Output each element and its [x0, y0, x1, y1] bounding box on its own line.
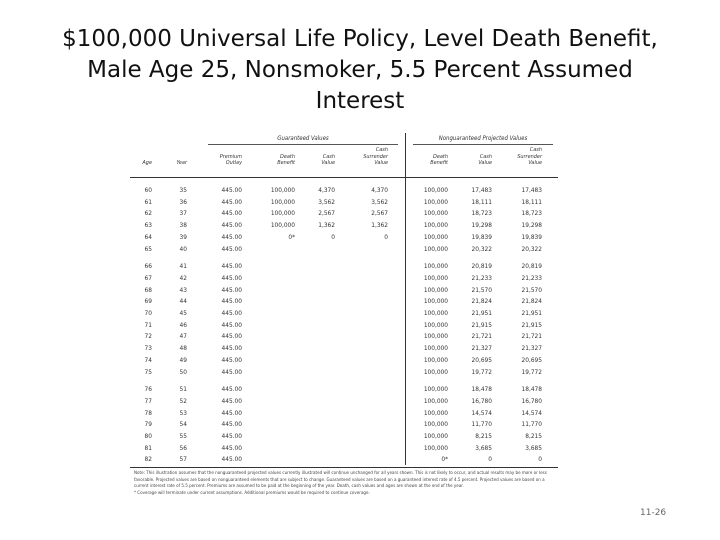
- cell-projected-cash-value: 21,824: [471, 297, 492, 306]
- cell-projected-death-benefit: 100,000: [423, 367, 448, 376]
- slide-number: 11-26: [640, 508, 667, 518]
- cell-projected-cash-surrender-value: 21,327: [521, 344, 542, 353]
- cell-projected-death-benefit: 0*: [441, 455, 448, 464]
- cell-projected-cash-value: 3,685: [475, 443, 492, 452]
- cell-projected-death-benefit: 100,000: [423, 309, 448, 317]
- column-header-guaranteed-cash-surrender-value: Cash Surrender Value: [363, 147, 388, 166]
- cell-projected-cash-surrender-value: 19,772: [521, 367, 542, 376]
- cell-age: 82: [144, 455, 152, 464]
- cell-year: 45: [179, 309, 187, 317]
- cell-projected-death-benefit: 100,000: [423, 244, 448, 253]
- cell-premium-outlay: 445.00: [221, 332, 242, 341]
- cell-age: 78: [144, 408, 152, 417]
- cell-projected-death-benefit: 100,000: [423, 232, 448, 241]
- cell-age: 79: [144, 420, 152, 429]
- table-row: [130, 232, 558, 242]
- cell-year: 39: [179, 232, 187, 241]
- cell-projected-cash-value: 18,478: [471, 385, 492, 394]
- cell-guaranteed-cash-surrender-value: 1,362: [371, 221, 388, 230]
- cell-projected-death-benefit: 100,000: [423, 355, 448, 364]
- cell-projected-cash-value: 19,839: [471, 232, 492, 241]
- cell-projected-cash-surrender-value: 21,233: [521, 273, 542, 282]
- cell-projected-cash-surrender-value: 0: [538, 455, 542, 464]
- cell-premium-outlay: 445.00: [221, 408, 242, 417]
- cell-premium-outlay: 445.00: [221, 355, 242, 364]
- table-footnote: [134, 471, 554, 497]
- column-header-age: Age: [142, 160, 152, 166]
- cell-age: 65: [144, 244, 152, 253]
- cell-premium-outlay: 445.00: [221, 443, 242, 452]
- cell-premium-outlay: 445.00: [221, 244, 242, 253]
- cell-projected-cash-value: 20,819: [471, 262, 492, 271]
- cell-year: 52: [179, 396, 187, 405]
- header-rule: [130, 177, 558, 178]
- cell-projected-death-benefit: 100,000: [423, 262, 448, 271]
- cell-projected-cash-surrender-value: 21,951: [521, 309, 542, 317]
- table-row: [130, 384, 558, 394]
- cell-projected-cash-surrender-value: 11,770: [521, 420, 542, 429]
- guaranteed-values-header: Guaranteed Values: [208, 133, 398, 145]
- cell-year: 47: [179, 332, 187, 341]
- cell-projected-cash-surrender-value: 20,695: [521, 355, 542, 364]
- cell-year: 38: [179, 221, 187, 230]
- title-line-2: Male Age 25, Nonsmoker, 5.5 Percent Assumed: [87, 57, 633, 83]
- nonguaranteed-values-header: Nonguaranteed Projected Values: [413, 133, 553, 145]
- column-header-premium-outlay: Premium Outlay: [219, 153, 242, 166]
- cell-premium-outlay: 445.00: [221, 396, 242, 405]
- column-header-guaranteed-death-benefit: Death Benefit: [277, 153, 295, 166]
- cell-projected-cash-surrender-value: 19,839: [521, 232, 542, 241]
- cell-year: 43: [179, 285, 187, 294]
- cell-projected-cash-value: 17,483: [471, 186, 492, 194]
- cell-premium-outlay: 445.00: [221, 232, 242, 241]
- cell-projected-cash-surrender-value: 21,915: [521, 320, 542, 329]
- cell-year: 35: [179, 186, 187, 194]
- cell-premium-outlay: 445.00: [221, 186, 242, 194]
- cell-projected-death-benefit: 100,000: [423, 420, 448, 429]
- footnote-termination: * Coverage will terminate under current assumptions. Additional premiums would be required to continue coverage.: [134, 490, 370, 496]
- cell-year: 41: [179, 262, 187, 271]
- cell-guaranteed-cash-surrender-value: 2,567: [371, 209, 388, 218]
- cell-premium-outlay: 445.00: [221, 432, 242, 440]
- cell-premium-outlay: 445.00: [221, 197, 242, 206]
- cell-projected-cash-surrender-value: 20,322: [521, 244, 542, 253]
- cell-age: 71: [144, 320, 152, 329]
- cell-projected-cash-value: 21,327: [471, 344, 492, 353]
- cell-year: 53: [179, 408, 187, 417]
- cell-projected-death-benefit: 100,000: [423, 344, 448, 353]
- table-row: [130, 355, 558, 365]
- cell-projected-cash-surrender-value: 18,111: [521, 197, 542, 206]
- cell-projected-death-benefit: 100,000: [423, 221, 448, 230]
- cell-projected-cash-value: 19,298: [471, 221, 492, 230]
- cell-projected-death-benefit: 100,000: [423, 396, 448, 405]
- cell-projected-death-benefit: 100,000: [423, 273, 448, 282]
- cell-premium-outlay: 445.00: [221, 309, 242, 317]
- table-row: [130, 197, 558, 207]
- cell-projected-cash-value: 21,721: [471, 332, 492, 341]
- cell-premium-outlay: 445.00: [221, 285, 242, 294]
- cell-projected-cash-surrender-value: 18,478: [521, 385, 542, 394]
- cell-projected-death-benefit: 100,000: [423, 297, 448, 306]
- cell-premium-outlay: 445.00: [221, 221, 242, 230]
- title-line-3: Interest: [315, 88, 405, 114]
- cell-age: 69: [144, 297, 152, 306]
- table-row: [130, 396, 558, 406]
- cell-age: 80: [144, 432, 152, 440]
- cell-projected-death-benefit: 100,000: [423, 186, 448, 194]
- cell-age: 60: [144, 186, 152, 194]
- cell-guaranteed-cash-surrender-value: 4,370: [371, 186, 388, 194]
- cell-age: 73: [144, 344, 152, 353]
- cell-age: 77: [144, 396, 152, 405]
- cell-projected-cash-value: 11,770: [471, 420, 492, 429]
- cell-year: 48: [179, 344, 187, 353]
- table-row: [130, 367, 558, 377]
- illustration-table: [130, 133, 558, 511]
- cell-projected-cash-value: 8,215: [475, 432, 492, 440]
- table-row: [130, 331, 558, 341]
- cell-age: 61: [144, 197, 152, 206]
- cell-projected-cash-value: 19,772: [471, 367, 492, 376]
- footnote-note: Note: This illustration assumes that the nonguaranteed projected values currently illustrated will continue unchanged for all years shown. This is not likely to occur, and actual results may be more or less favorable. Projected values are based on nonguaranteed elements that are subject to change. Guaranteed values are based on a guaranteed interest rate of 4.5 percent. Projected values are based on a current interest rate of 5.5 percent. Premiums are assumed to be paid at the beginning of the year. Death, cash values and ages are shown at the end of the year.: [134, 471, 547, 489]
- cell-premium-outlay: 445.00: [221, 262, 242, 271]
- cell-projected-cash-surrender-value: 16,780: [521, 396, 542, 405]
- cell-premium-outlay: 445.00: [221, 385, 242, 394]
- cell-year: 54: [179, 420, 187, 429]
- cell-premium-outlay: 445.00: [221, 320, 242, 329]
- cell-projected-cash-value: 18,723: [471, 209, 492, 218]
- cell-guaranteed-death-benefit: 100,000: [270, 186, 295, 194]
- cell-guaranteed-cash-value: 1,362: [318, 221, 335, 230]
- cell-projected-cash-value: 21,233: [471, 273, 492, 282]
- table-row: [130, 244, 558, 254]
- cell-projected-cash-value: 21,570: [471, 285, 492, 294]
- cell-year: 46: [179, 320, 187, 329]
- cell-premium-outlay: 445.00: [221, 209, 242, 218]
- cell-guaranteed-death-benefit: 0*: [288, 232, 295, 241]
- cell-projected-death-benefit: 100,000: [423, 332, 448, 341]
- cell-projected-cash-surrender-value: 18,723: [521, 209, 542, 218]
- table-row: [130, 220, 558, 230]
- cell-age: 68: [144, 285, 152, 294]
- column-header-year: Year: [176, 160, 187, 166]
- table-row: [130, 443, 558, 453]
- title-line-1: $100,000 Universal Life Policy, Level Death Benefit,: [62, 26, 658, 52]
- cell-year: 42: [179, 273, 187, 282]
- cell-projected-cash-surrender-value: 21,721: [521, 332, 542, 341]
- slide-title: [20, 24, 700, 117]
- cell-projected-cash-surrender-value: 21,824: [521, 297, 542, 306]
- cell-year: 36: [179, 197, 187, 206]
- cell-guaranteed-death-benefit: 100,000: [270, 197, 295, 206]
- table-row: [130, 185, 558, 195]
- cell-age: 70: [144, 309, 152, 317]
- cell-premium-outlay: 445.00: [221, 455, 242, 464]
- cell-projected-death-benefit: 100,000: [423, 385, 448, 394]
- cell-projected-cash-value: 16,780: [471, 396, 492, 405]
- table-row: [130, 343, 558, 353]
- cell-premium-outlay: 445.00: [221, 273, 242, 282]
- cell-year: 51: [179, 385, 187, 394]
- cell-projected-cash-surrender-value: 21,570: [521, 285, 542, 294]
- table-row: [130, 320, 558, 330]
- cell-year: 37: [179, 209, 187, 218]
- cell-projected-cash-surrender-value: 19,298: [521, 221, 542, 230]
- cell-projected-cash-value: 20,695: [471, 355, 492, 364]
- cell-guaranteed-death-benefit: 100,000: [270, 221, 295, 230]
- column-header-guaranteed-cash-value: Cash Value: [321, 153, 335, 166]
- cell-age: 74: [144, 355, 152, 364]
- table-row: [130, 296, 558, 306]
- cell-age: 64: [144, 232, 152, 241]
- cell-projected-cash-value: 20,322: [471, 244, 492, 253]
- cell-projected-cash-value: 14,574: [471, 408, 492, 417]
- cell-projected-death-benefit: 100,000: [423, 432, 448, 440]
- cell-year: 44: [179, 297, 187, 306]
- cell-projected-cash-value: 18,111: [471, 197, 492, 206]
- cell-age: 81: [144, 443, 152, 452]
- cell-projected-cash-surrender-value: 20,819: [521, 262, 542, 271]
- cell-age: 76: [144, 385, 152, 394]
- cell-projected-death-benefit: 100,000: [423, 209, 448, 218]
- cell-premium-outlay: 445.00: [221, 420, 242, 429]
- cell-guaranteed-cash-surrender-value: 3,562: [371, 197, 388, 206]
- cell-projected-cash-surrender-value: 8,215: [525, 432, 542, 440]
- cell-projected-cash-surrender-value: 17,483: [521, 186, 542, 194]
- cell-premium-outlay: 445.00: [221, 367, 242, 376]
- cell-age: 75: [144, 367, 152, 376]
- cell-guaranteed-death-benefit: 100,000: [270, 209, 295, 218]
- cell-projected-cash-surrender-value: 3,685: [525, 443, 542, 452]
- cell-projected-cash-value: 21,951: [471, 309, 492, 317]
- table-row: [130, 308, 558, 318]
- cell-year: 40: [179, 244, 187, 253]
- cell-premium-outlay: 445.00: [221, 344, 242, 353]
- cell-projected-death-benefit: 100,000: [423, 285, 448, 294]
- cell-guaranteed-cash-surrender-value: 0: [384, 232, 388, 241]
- cell-age: 67: [144, 273, 152, 282]
- cell-year: 57: [179, 455, 187, 464]
- cell-projected-death-benefit: 100,000: [423, 320, 448, 329]
- table-row: [130, 273, 558, 283]
- table-row: [130, 261, 558, 271]
- cell-age: 62: [144, 209, 152, 218]
- table-row: [130, 208, 558, 218]
- cell-projected-death-benefit: 100,000: [423, 197, 448, 206]
- table-row: [130, 419, 558, 429]
- cell-age: 66: [144, 262, 152, 271]
- cell-premium-outlay: 445.00: [221, 297, 242, 306]
- table-row: [130, 454, 558, 464]
- cell-guaranteed-cash-value: 2,567: [318, 209, 335, 218]
- table-row: [130, 285, 558, 295]
- cell-year: 55: [179, 432, 187, 440]
- column-header-projected-death-benefit: Death Benefit: [430, 153, 448, 166]
- table-row: [130, 408, 558, 418]
- cell-guaranteed-cash-value: 0: [331, 232, 335, 241]
- cell-year: 50: [179, 367, 187, 376]
- column-header-projected-cash-value: Cash Value: [478, 153, 492, 166]
- footnote-rule: [130, 467, 558, 468]
- table-row: [130, 431, 558, 441]
- cell-guaranteed-cash-value: 3,562: [318, 197, 335, 206]
- cell-year: 49: [179, 355, 187, 364]
- cell-projected-death-benefit: 100,000: [423, 408, 448, 417]
- column-header-projected-cash-surrender-value: Cash Surrender Value: [517, 147, 542, 166]
- cell-guaranteed-cash-value: 4,370: [318, 186, 335, 194]
- cell-projected-cash-surrender-value: 14,574: [521, 408, 542, 417]
- cell-projected-cash-value: 21,915: [471, 320, 492, 329]
- cell-age: 72: [144, 332, 152, 341]
- cell-age: 63: [144, 221, 152, 230]
- cell-year: 56: [179, 443, 187, 452]
- cell-projected-cash-value: 0: [488, 455, 492, 464]
- cell-projected-death-benefit: 100,000: [423, 443, 448, 452]
